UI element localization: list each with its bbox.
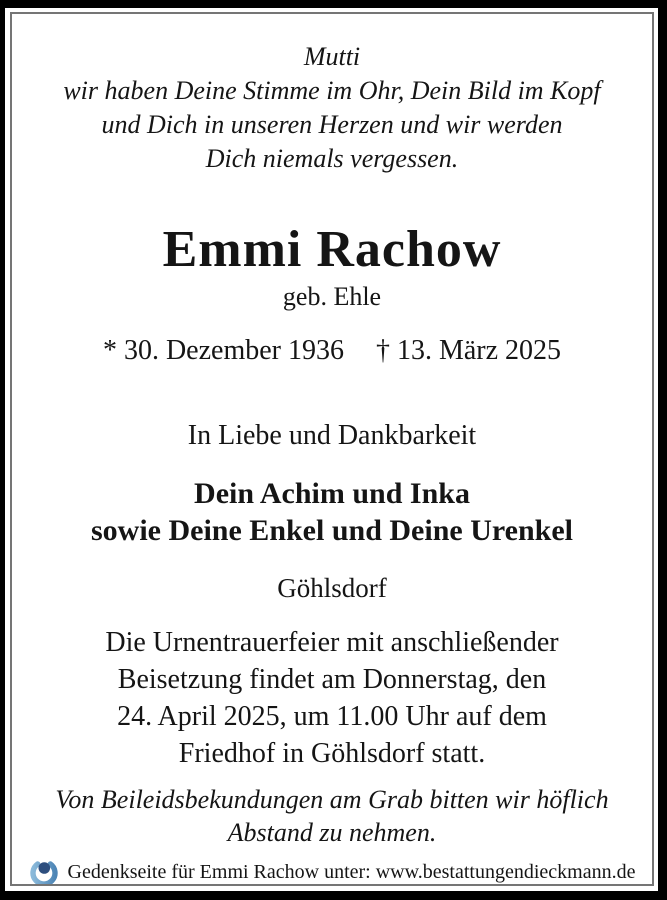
epigraph-line: Dich niemals vergessen.	[205, 144, 459, 173]
epigraph-line: Mutti	[303, 42, 361, 71]
ceremony-details	[12, 624, 652, 772]
epigraph-line: und Dich in unseren Herzen und wir werden	[101, 110, 563, 139]
family-line: sowie Deine Enkel und Deine Urenkel	[91, 514, 573, 547]
condolence-line: Abstand zu nehmen.	[227, 818, 437, 847]
life-dates	[12, 334, 652, 368]
epigraph-line: wir haben Deine Stimme im Ohr, Dein Bild im Kopf	[63, 76, 601, 105]
notice-border-frame	[10, 12, 654, 886]
maiden-name: geb. Ehle	[282, 282, 382, 311]
memorial-ring-icon	[29, 856, 59, 886]
footer	[12, 856, 652, 886]
deceased-name: Emmi Rachow	[162, 221, 502, 278]
ceremony-line: Die Urnentrauerfeier mit anschließender	[105, 627, 559, 658]
notice-page	[5, 8, 658, 891]
ceremony-line: Beisetzung findet am Donnerstag, den	[117, 664, 547, 695]
epigraph	[12, 40, 652, 176]
family-names	[12, 475, 652, 549]
family-line: Dein Achim und Inka	[194, 477, 470, 510]
place-name: Göhlsdorf	[277, 573, 387, 603]
condolence-line: Von Beileidsbekundungen am Grab bitten wir höflich	[55, 785, 609, 814]
ceremony-line: Friedhof in Göhlsdorf statt.	[178, 738, 486, 769]
death-date: † 13. März 2025	[375, 335, 562, 366]
birth-date: * 30. Dezember 1936	[102, 335, 344, 366]
footer-text: Gedenkseite für Emmi Rachow unter: www.bestattungendieckmann.de	[67, 860, 636, 883]
ceremony-line: 24. April 2025, um 11.00 Uhr auf dem	[117, 701, 547, 732]
condolence-note	[12, 783, 652, 849]
farewell-intro: In Liebe und Dankbarkeit	[187, 420, 477, 451]
